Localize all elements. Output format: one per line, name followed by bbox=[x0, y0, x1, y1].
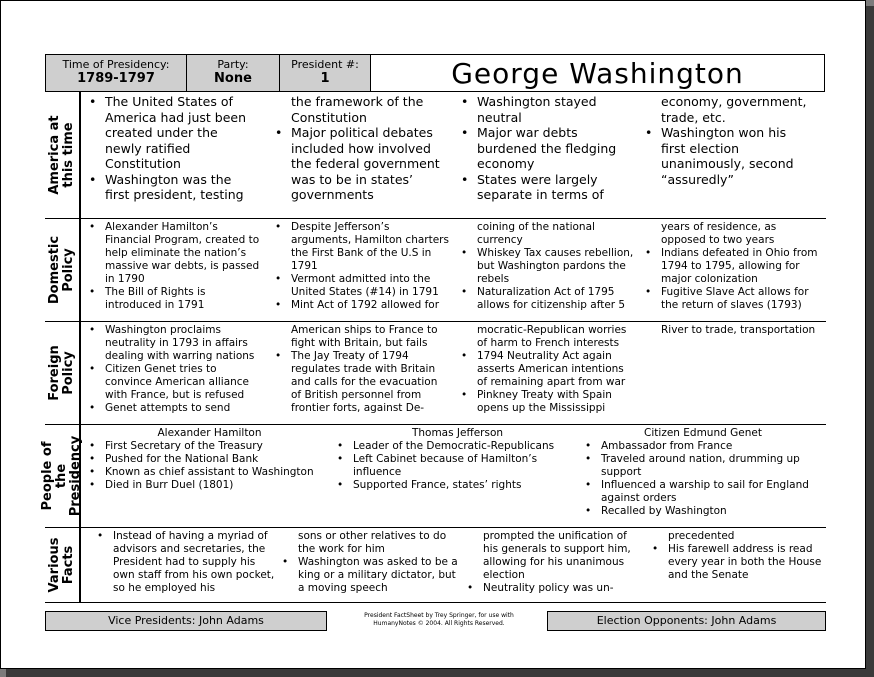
list-item: the framework of the Constitution bbox=[291, 94, 424, 125]
list-item: • Neutrality policy was un- bbox=[483, 582, 645, 595]
bullet-list bbox=[280, 530, 460, 595]
column-2 bbox=[273, 221, 451, 319]
bullet-list bbox=[459, 221, 637, 312]
list-item: • The Bill of Rights is introduced in 1791 bbox=[105, 286, 265, 312]
party-cell bbox=[186, 54, 280, 92]
vice-presidents-box: Vice Presidents: John Adams bbox=[45, 611, 327, 631]
list-item: • Indians defeated in Ohio from 1794 to 1795, allowing for major colonization bbox=[661, 247, 821, 286]
list-item: • Ambassador from France bbox=[601, 440, 823, 453]
list-item: • Pushed for the National Bank bbox=[105, 453, 332, 466]
column-1 bbox=[87, 94, 257, 216]
list-item: • Washington proclaims neutrality in 1793 in affairs dealing with warring nations bbox=[105, 324, 263, 363]
party-label: Party: bbox=[217, 58, 249, 71]
bullet-list bbox=[459, 94, 629, 203]
list-item: economy, government, trade, etc. bbox=[661, 94, 807, 125]
person-column bbox=[583, 427, 823, 525]
bullet-list bbox=[95, 530, 275, 595]
column-3 bbox=[459, 324, 635, 422]
list-item: • Fugitive Slave Act allows for the return of slaves (1793) bbox=[661, 286, 821, 312]
president-name-title: George Washington bbox=[370, 54, 825, 92]
list-item: • Recalled by Washington bbox=[601, 505, 823, 518]
credit-line-2: HumanyNotes © 2004. All Rights Reserved. bbox=[373, 620, 505, 627]
list-item: • Genet attempts to send bbox=[105, 402, 263, 415]
section-label: Domestic Policy bbox=[47, 235, 76, 305]
president-number-value: 1 bbox=[320, 71, 330, 86]
bullet-list bbox=[87, 221, 265, 312]
column-4 bbox=[643, 221, 821, 319]
page-shadow-right bbox=[866, 6, 874, 677]
column-4 bbox=[650, 530, 830, 600]
column-4 bbox=[643, 324, 819, 422]
bullet-list bbox=[643, 94, 813, 187]
list-item: • Known as chief assistant to Washington bbox=[105, 466, 332, 479]
list-item: • Washington won his first election unanimously, second “assuredly” bbox=[661, 125, 813, 187]
section-people-of-the-presidency bbox=[40, 425, 826, 528]
bullet-list bbox=[273, 324, 449, 415]
person-name: Citizen Edmund Genet bbox=[644, 427, 762, 439]
list-item: • 1794 Neutrality Act again asserts American intentions of remaining apart from war bbox=[477, 350, 635, 389]
section-various-facts bbox=[45, 528, 826, 603]
bullet-list bbox=[459, 324, 635, 415]
list-item: precedented bbox=[668, 530, 735, 542]
list-item: • Alexander Hamilton’s Financial Program, created to help eliminate the nation’s massive war debts, is passed in 1790 bbox=[105, 221, 265, 286]
column-3 bbox=[465, 530, 645, 600]
list-item: • Pinkney Treaty with Spain opens up the Mississippi bbox=[477, 389, 635, 415]
section-label-box bbox=[45, 219, 81, 321]
bullet-list bbox=[465, 530, 645, 595]
time-of-presidency-value: 1789-1797 bbox=[77, 71, 155, 86]
list-item: • Instead of having a myriad of advisors and secretaries, the President had to supply his own staff from his own pocket, so he employed his bbox=[113, 530, 275, 595]
time-of-presidency-cell bbox=[45, 54, 187, 92]
president-number-label: President #: bbox=[291, 58, 359, 71]
party-value: None bbox=[214, 71, 252, 86]
list-item: • Supported France, states’ rights bbox=[353, 479, 580, 492]
bullet-list bbox=[335, 440, 580, 492]
election-opponents-box: Election Opponents: John Adams bbox=[547, 611, 826, 631]
column-3 bbox=[459, 221, 637, 319]
column-1 bbox=[87, 324, 263, 422]
list-item: • Died in Burr Duel (1801) bbox=[105, 479, 332, 492]
bullet-list bbox=[643, 221, 821, 312]
list-item: River to trade, transportation bbox=[661, 324, 816, 336]
list-item: prompted the unification of his generals to support him, allowing for his unanimous election bbox=[483, 530, 631, 581]
list-item: • States were largely separate in terms of bbox=[477, 172, 629, 203]
section-label-box bbox=[45, 92, 81, 218]
section-label: America at this time bbox=[47, 115, 76, 195]
list-item: • Traveled around nation, drumming up support bbox=[601, 453, 823, 479]
person-name: Alexander Hamilton bbox=[157, 427, 262, 439]
column-1 bbox=[87, 221, 265, 319]
list-item: • His farewell address is read every year in both the House and the Senate bbox=[668, 543, 830, 582]
list-item: • Mint Act of 1792 allowed for bbox=[291, 299, 451, 312]
list-item: • Major war debts burdened the fledging economy bbox=[477, 125, 629, 172]
section-foreign-policy bbox=[45, 322, 826, 425]
bullet-list bbox=[583, 440, 823, 518]
bullet-list bbox=[87, 440, 332, 492]
list-item: • Whiskey Tax causes rebellion, but Washington pardons the rebels bbox=[477, 247, 637, 286]
person-column bbox=[87, 427, 332, 525]
list-item: • Washington stayed neutral bbox=[477, 94, 629, 125]
list-item: • Major political debates included how involved the federal government was to be in states’ governments bbox=[291, 125, 443, 203]
list-item: • The Jay Treaty of 1794 regulates trade with Britain and calls for the evacuation of British personnel from frontier forts, against De- bbox=[291, 350, 449, 415]
list-item: • First Secretary of the Treasury bbox=[105, 440, 332, 453]
section-america-at-this-time bbox=[45, 92, 826, 219]
bullet-list bbox=[643, 324, 819, 337]
bullet-list bbox=[87, 94, 257, 203]
bullet-list bbox=[273, 221, 451, 312]
column-2 bbox=[273, 324, 449, 422]
page-shadow-bottom bbox=[6, 669, 874, 677]
list-item: • Influenced a warship to sail for England against orders bbox=[601, 479, 823, 505]
list-item: sons or other relatives to do the work for him bbox=[298, 530, 447, 555]
credit-text bbox=[330, 612, 548, 628]
person-column bbox=[335, 427, 580, 525]
list-item: • Despite Jefferson’s arguments, Hamilton charters the First Bank of the U.S in 1791 bbox=[291, 221, 451, 273]
president-number-cell bbox=[279, 54, 371, 92]
bullet-list bbox=[650, 530, 830, 582]
time-of-presidency-label: Time of Presidency: bbox=[62, 58, 170, 71]
list-item: • Naturalization Act of 1795 allows for citizenship after 5 bbox=[477, 286, 637, 312]
list-item: • Washington was the first president, testing bbox=[105, 172, 257, 203]
credit-line-1: President FactSheet by Trey Springer, for use with bbox=[364, 612, 514, 619]
section-label-box bbox=[40, 425, 83, 527]
person-name: Thomas Jefferson bbox=[411, 427, 504, 439]
section-label-box bbox=[45, 528, 81, 602]
list-item: coining of the national currency bbox=[477, 221, 595, 246]
list-item: • Vermont admitted into the United States (#14) in 1791 bbox=[291, 273, 451, 299]
section-label: Various Facts bbox=[47, 537, 76, 593]
list-item: • Leader of the Democratic-Republicans bbox=[353, 440, 580, 453]
list-item: • The United States of America had just been created under the newly ratified Constitution bbox=[105, 94, 257, 172]
column-1 bbox=[95, 530, 275, 600]
column-2 bbox=[273, 94, 443, 216]
list-item: • Citizen Genet tries to convince American alliance with France, but is refused bbox=[105, 363, 263, 402]
list-item: years of residence, as opposed to two years bbox=[661, 221, 777, 246]
section-domestic-policy bbox=[45, 219, 826, 322]
section-label: People of the Presidency bbox=[40, 435, 83, 517]
section-label: Foreign Policy bbox=[47, 345, 76, 401]
column-2 bbox=[280, 530, 460, 600]
list-item: • Washington was asked to be a king or a military dictator, but a moving speech bbox=[298, 556, 460, 595]
list-item: • Left Cabinet because of Hamilton’s influence bbox=[353, 453, 580, 479]
column-3 bbox=[459, 94, 629, 216]
section-label-box bbox=[45, 322, 81, 424]
bullet-list bbox=[273, 94, 443, 203]
list-item: American ships to France to fight with Britain, but fails bbox=[291, 324, 438, 349]
column-4 bbox=[643, 94, 813, 216]
list-item: mocratic-Republican worries of harm to French interests bbox=[477, 324, 627, 349]
bullet-list bbox=[87, 324, 263, 415]
